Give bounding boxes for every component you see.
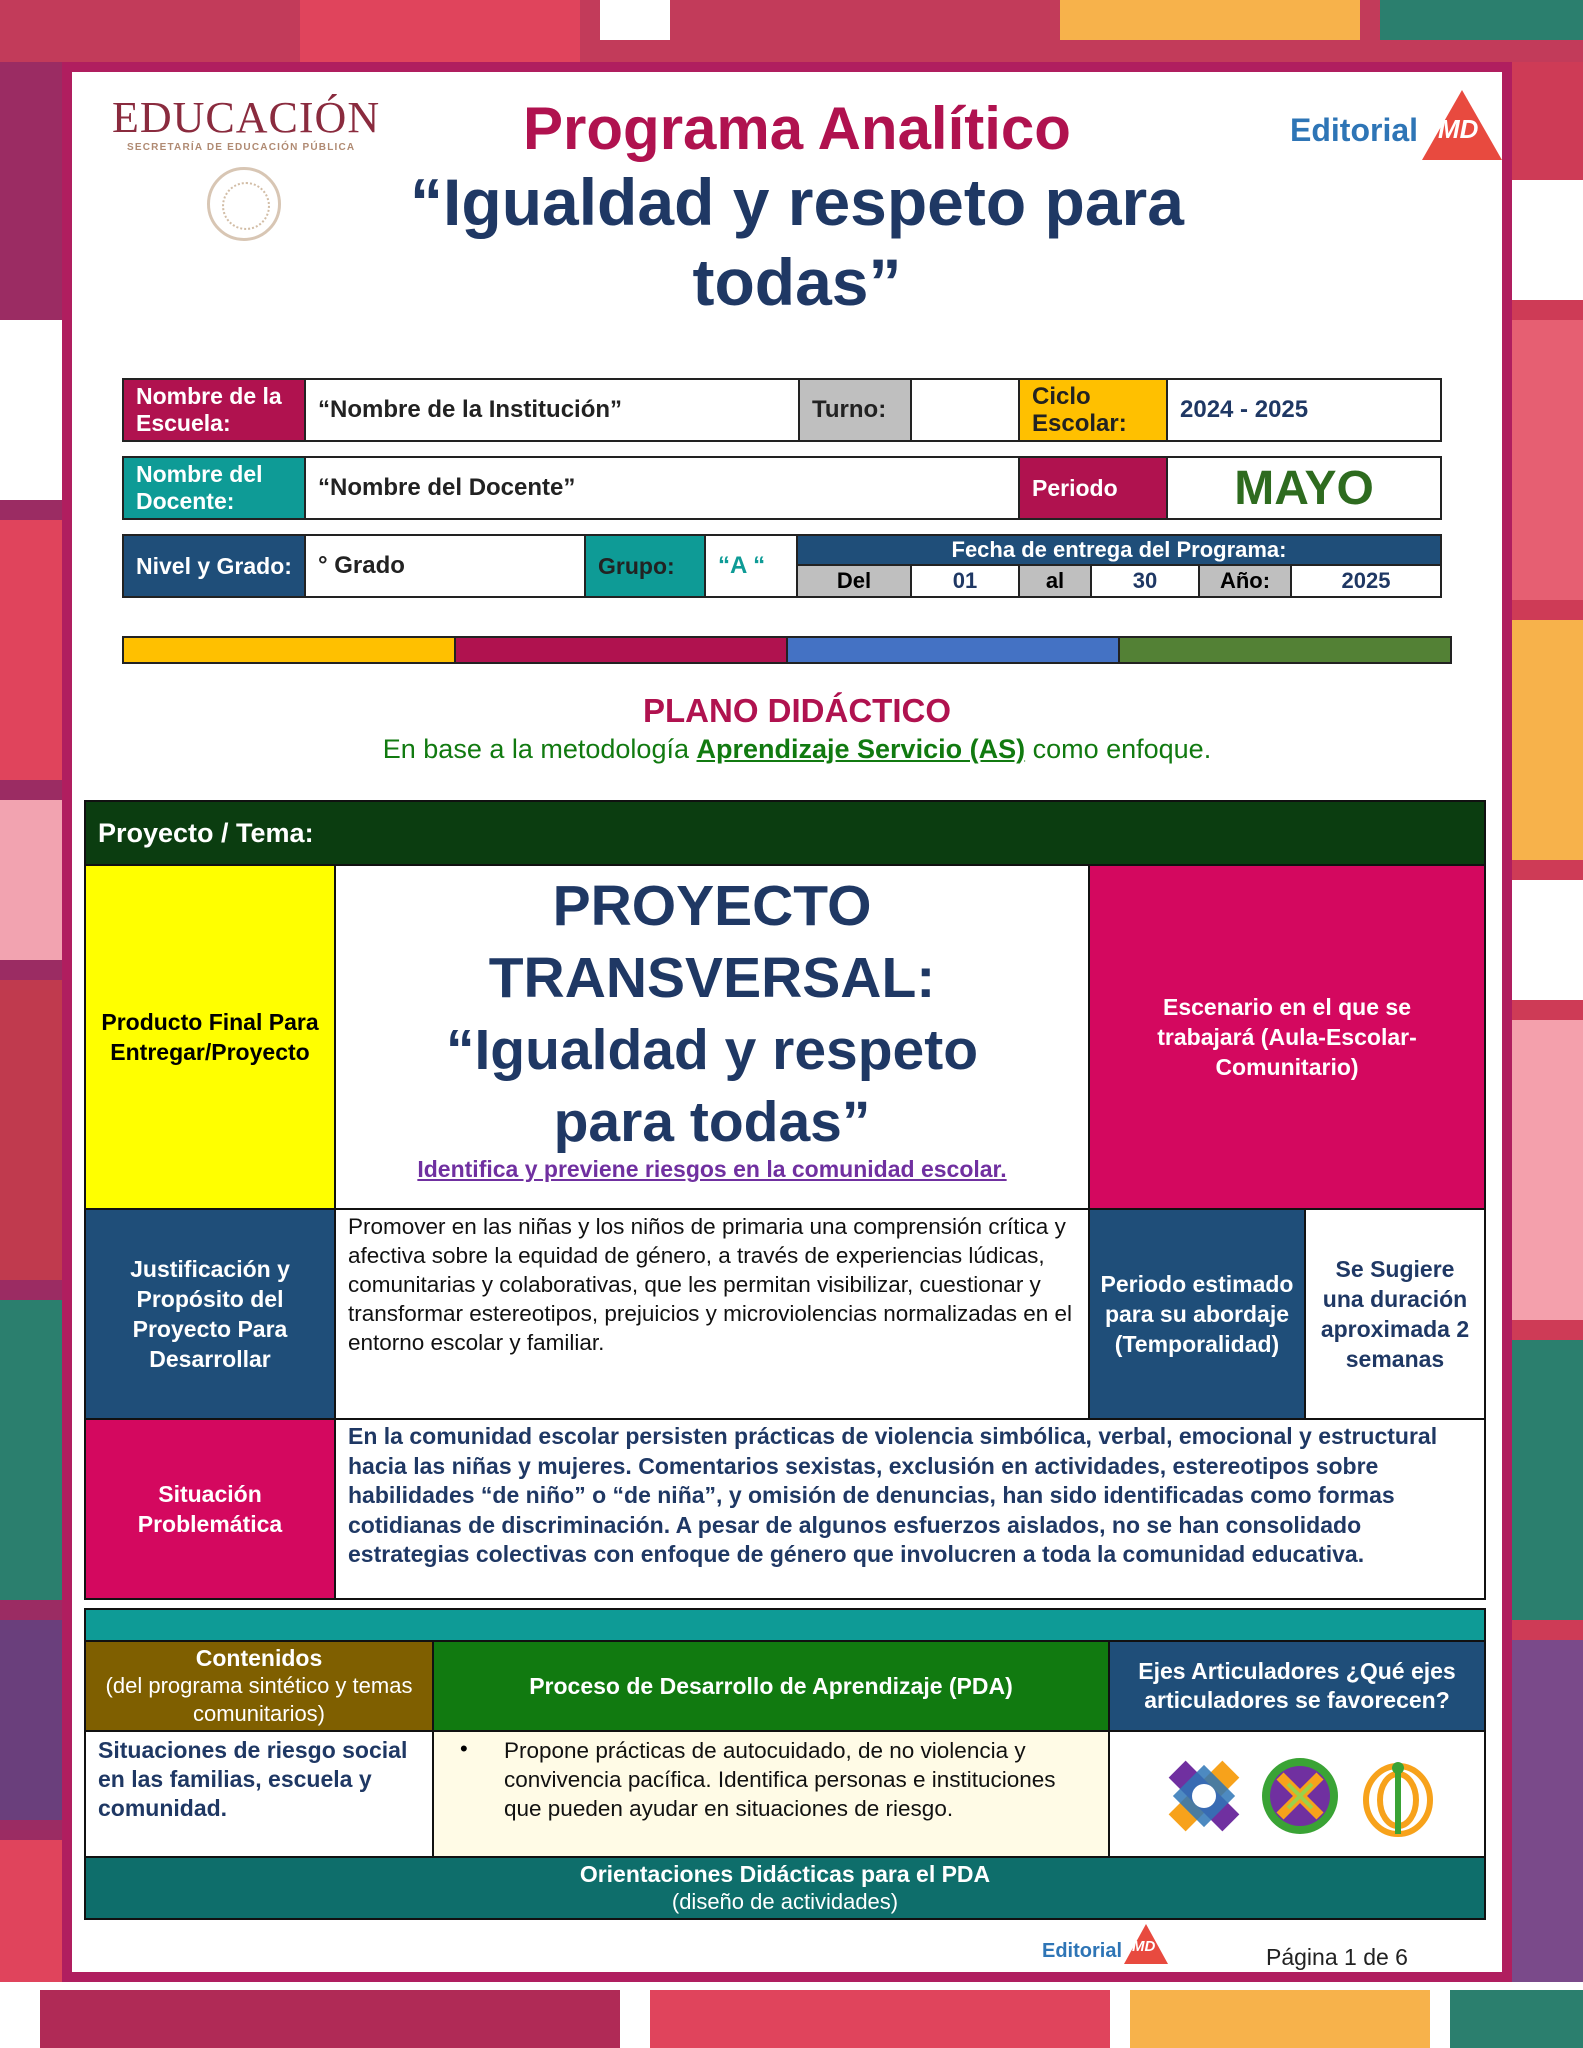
plan-description-post: como enfoque. (1025, 734, 1212, 764)
bg-tile (1512, 320, 1583, 600)
period-estimate-label: Periodo estimado para su abordaje (Temporalidad) (1088, 1208, 1306, 1420)
cycle-field[interactable]: 2024 - 2025 (1166, 378, 1442, 442)
document-page (62, 62, 1512, 1982)
contents-value: Situaciones de riesgo social en las familias, escuela y comunidad. (84, 1730, 434, 1858)
color-bar-blue (786, 636, 1120, 664)
contents-teal-band (84, 1608, 1486, 1642)
shift-field[interactable] (910, 378, 1020, 442)
bg-tile (600, 0, 670, 40)
color-bar-yellow (122, 636, 456, 664)
equality-axis-icon (1258, 1754, 1342, 1838)
project-subtitle-link[interactable]: Identifica y previene riesgos en la comunidad escolar. (417, 1156, 1007, 1182)
to-field[interactable]: 30 (1090, 564, 1200, 598)
project-title-cell (334, 864, 1090, 1210)
scenario-label: Escenario en el que se trabajará (Aula-Escolar-Comunitario) (1088, 864, 1486, 1210)
period-field[interactable]: MAYO (1166, 456, 1442, 520)
pda-value: Propone prácticas de autocuidado, de no violencia y convivencia pacífica. Identifica personas e instituciones que pueden ayudar en situaciones de riesgo. (504, 1738, 1056, 1821)
level-field[interactable]: ° Grado (304, 534, 586, 598)
period-estimate-value: Se Sugiere una duración aproximada 2 semanas (1304, 1208, 1486, 1420)
bg-tile (1380, 0, 1583, 40)
teacher-field[interactable]: “Nombre del Docente” (304, 456, 1020, 520)
document-title: Programa Analítico (523, 95, 1071, 162)
problem-text: En la comunidad escolar persisten prácticas de violencia simbólica, verbal, emocional y estructural hacia las niñas y mujeres. Comentarios sexistas, exclusión en actividades, estereotipos sobre habilidades “de niño” o “de niña”, y omisión de denuncias, han sido identificadas como formas cotidianas de discriminación. A pesar de algunos esfuerzos aislados, no se han consolidado estrategias colectivas con enfoque de género que involucren a toda la comunidad educativa. (334, 1418, 1486, 1600)
bullet-icon: • (460, 1736, 468, 1761)
orientations-subtitle: (diseño de actividades) (671, 1889, 899, 1914)
delivery-label: Fecha de entrega del Programa: (796, 534, 1442, 566)
bg-tile (0, 800, 62, 960)
cycle-label: Ciclo Escolar: (1018, 378, 1168, 442)
group-label: Grupo: (584, 534, 706, 598)
bg-tile (650, 1990, 1110, 2048)
year-field[interactable]: 2025 (1290, 564, 1442, 598)
contents-header (84, 1640, 434, 1732)
bg-tile (1450, 1990, 1583, 2048)
axes-header: Ejes Articuladores ¿Qué ejes articuladores se favorecen? (1108, 1640, 1486, 1732)
bg-tile (1512, 180, 1583, 300)
bg-tile (1512, 620, 1583, 860)
methodology-link[interactable]: Aprendizaje Servicio (AS) (696, 734, 1026, 764)
bg-tile (40, 1990, 620, 2048)
justification-label: Justificación y Propósito del Proyecto Para Desarrollar (84, 1208, 336, 1420)
document-subtitle: “Igualdad y respeto para todas” (410, 165, 1184, 319)
bg-tile (0, 1300, 62, 1600)
to-label: al (1018, 564, 1092, 598)
plan-description (72, 734, 1522, 765)
shift-label: Turno: (798, 378, 912, 442)
from-field[interactable]: 01 (910, 564, 1020, 598)
year-label: Año: (1198, 564, 1292, 598)
page-number: Página 1 de 6 (1266, 1944, 1408, 1970)
problem-label: Situación Problemática (84, 1418, 336, 1600)
project-title: PROYECTO TRANSVERSAL: “Igualdad y respeto para todas” (445, 874, 979, 1154)
pda-cell (432, 1730, 1110, 1858)
teacher-label: Nombre del Docente: (122, 456, 306, 520)
bg-tile (1512, 1020, 1583, 1320)
bg-tile (1130, 1990, 1430, 2048)
plan-description-pre: En base a la metodología (382, 734, 697, 764)
editorial-md-logo-icon (1422, 90, 1502, 160)
footer-md-logo-icon (1124, 1924, 1168, 1964)
final-product-label: Producto Final Para Entregar/Proyecto (84, 864, 336, 1210)
plan-heading: PLANO DIDÁCTICO (643, 692, 951, 729)
from-label: Del (796, 564, 912, 598)
footer-brand-text: Editorial (1042, 1940, 1123, 1962)
bg-tile (0, 1620, 62, 1820)
color-bar-magenta (454, 636, 788, 664)
bg-tile (1512, 880, 1583, 1000)
orientations-header (84, 1856, 1486, 1920)
inclusion-axis-icon (1162, 1754, 1246, 1838)
pda-header: Proceso de Desarrollo de Aprendizaje (PDA) (432, 1640, 1110, 1732)
national-seal-icon (207, 167, 281, 241)
bg-tile (0, 980, 62, 1280)
contents-title: Contenidos (195, 1645, 323, 1671)
footer-md-logo-text: MD (1132, 1938, 1156, 1955)
bg-tile (1512, 1340, 1583, 1620)
sep-logo-subtitle: SECRETARÍA DE EDUCACIÓN PÚBLICA (127, 142, 356, 153)
sep-logo-text: EDUCACIÓN (112, 93, 381, 142)
bg-tile (300, 0, 580, 62)
period-label: Periodo (1018, 456, 1168, 520)
bg-tile (0, 320, 62, 500)
editorial-md-logo-text: MD (1438, 114, 1479, 144)
level-label: Nivel y Grado: (122, 534, 306, 598)
orientations-title: Orientaciones Didácticas para el PDA (579, 1861, 991, 1887)
bg-tile (1060, 0, 1360, 40)
contents-subtitle: (del programa sintético y temas comunitarios) (105, 1673, 413, 1726)
axes-icons-cell (1108, 1730, 1486, 1858)
school-field[interactable]: “Nombre de la Institución” (304, 378, 800, 442)
justification-text: Promover en las niñas y los niños de primaria una comprensión crítica y afectiva sobre la equidad de género, a través de experiencias lúdicas, comunitarias y colaborativas, que les permitan visibilizar, cuestionar y transformar estereotipos, prejuicios y microviolencias normalizadas en el entorno escolar y familiar. (334, 1208, 1090, 1420)
color-bar-green (1118, 636, 1452, 664)
healthy-living-axis-icon (1356, 1754, 1440, 1838)
school-label: Nombre de la Escuela: (122, 378, 306, 442)
project-header-label: Proyecto / Tema: (98, 817, 314, 848)
editorial-logo-text: Editorial (1290, 112, 1419, 148)
project-header (84, 800, 1486, 866)
group-field[interactable]: “A “ (704, 534, 798, 598)
bg-tile (0, 520, 62, 780)
